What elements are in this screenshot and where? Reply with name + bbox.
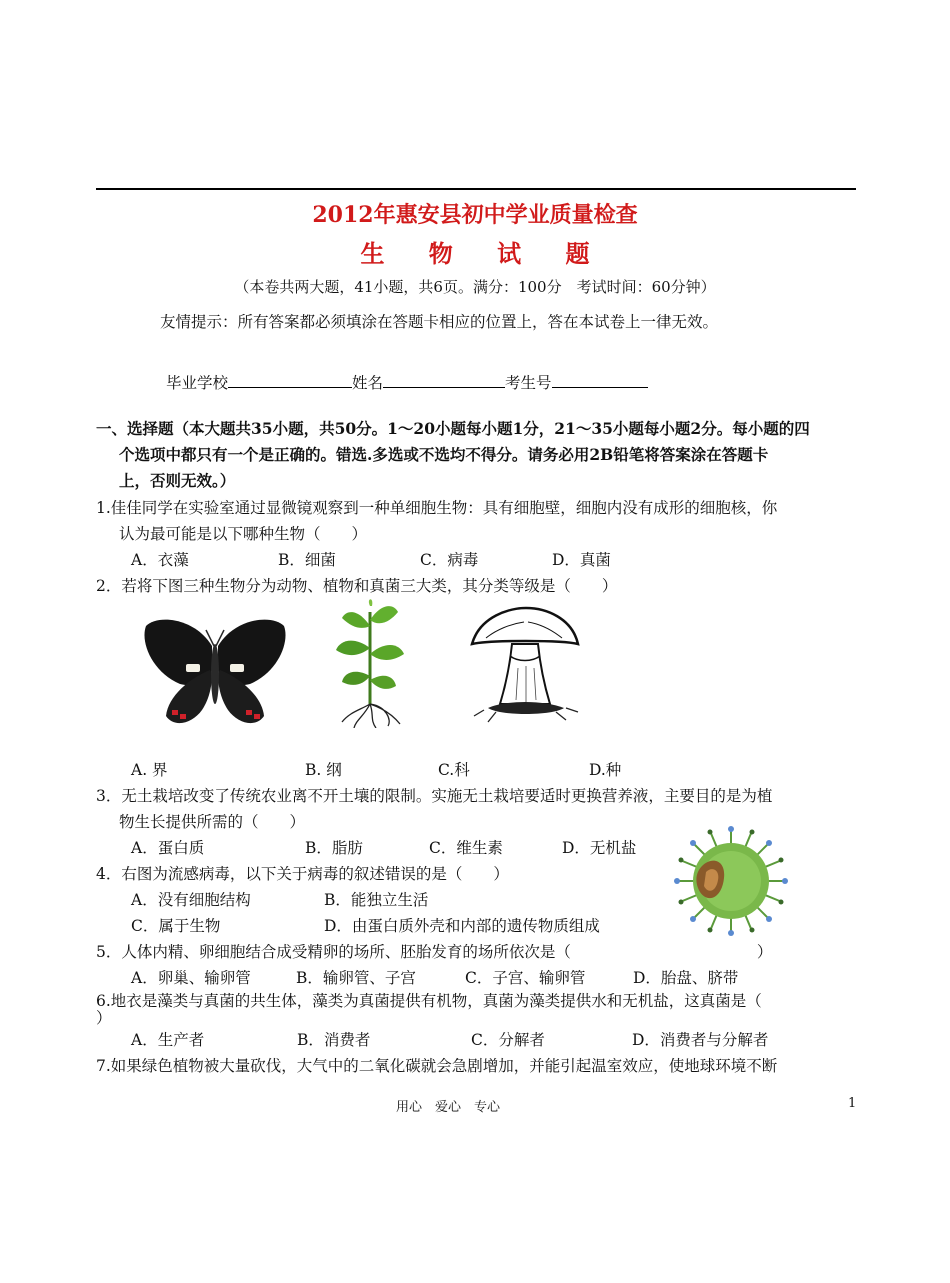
q6-option-a: A．生产者 [131, 1031, 205, 1049]
exam-info: （本卷共两大题，41小题，共6页。满分：100分 考试时间：60分钟） [234, 278, 716, 296]
q6-stem-line1: 6.地衣是藻类与真菌的共生体，藻类为真菌提供有机物，真菌为藻类提供水和无机盐，这真菌是（ [96, 992, 762, 1010]
name-blank[interactable] [383, 373, 505, 388]
student-info-row [166, 371, 648, 393]
influenza-virus-image [672, 826, 790, 936]
q3-option-b: B．脂肪 [305, 839, 363, 857]
q3-stem-line1: 3．无土栽培改变了传统农业离不开土壤的限制。实施无土栽培要适时更换营养液，主要目的是为植 [96, 787, 773, 805]
q1-option-a: A．衣藻 [131, 551, 189, 569]
q1-option-d: D．真菌 [552, 551, 611, 569]
exam-tip: 友情提示：所有答案都必须填涂在答题卡相应的位置上，答在本试卷上一律无效。 [160, 313, 719, 331]
id-label: 考生号 [505, 374, 552, 392]
q1-stem-line2: 认为最可能是以下哪种生物（ ） [119, 525, 368, 543]
q6-option-d: D．消费者与分解者 [632, 1031, 769, 1049]
q3-option-d: D．无机盐 [562, 839, 637, 857]
q4-option-c: C．属于生物 [131, 917, 221, 935]
header-rule [96, 188, 856, 190]
q5-option-c: C．子宫、输卵管 [465, 969, 586, 987]
q2-stem-line1: 2．若将下图三种生物分为动物、植物和真菌三大类，其分类等级是（ ） [96, 577, 618, 595]
q5-option-d: D．胎盘、脐带 [633, 969, 739, 987]
q1-option-b: B．细菌 [278, 551, 336, 569]
q5-option-b: B．输卵管、子宫 [296, 969, 416, 987]
mushroom-image [466, 604, 584, 724]
q2-option-d: D.种 [589, 761, 622, 779]
q5-stem-line1: 5．人体内精、卵细胞结合成受精卵的场所、胚胎发育的场所依次是（ ） [96, 943, 773, 961]
q4-option-a: A．没有细胞结构 [131, 891, 251, 909]
q3-stem-line2: 物生长提供所需的（ ） [119, 813, 306, 831]
q6-stem-line2: ） [96, 1009, 112, 1027]
exam-title: 2012年惠安县初中学业质量检查 [312, 202, 638, 228]
q6-option-b: B．消费者 [297, 1031, 371, 1049]
school-label: 毕业学校 [166, 374, 229, 392]
plant-seedling-image [330, 596, 410, 728]
q4-option-d: D．由蛋白质外壳和内部的遗传物质组成 [324, 917, 600, 935]
exam-subtitle: 生 物 试 题 [360, 239, 608, 268]
q1-option-c: C．病毒 [420, 551, 479, 569]
id-blank[interactable] [552, 373, 648, 388]
q5-option-a: A．卵巢、输卵管 [131, 969, 251, 987]
q1-stem-line1: 1.佳佳同学在实验室通过显微镜观察到一种单细胞生物：具有细胞壁，细胞内没有成形的细胞核，你 [96, 499, 778, 517]
q7-stem-line1: 7.如果绿色植物被大量砍伐，大气中的二氧化碳就会急剧增加，并能引起温室效应，使地球环境不断 [96, 1057, 778, 1075]
name-label: 姓名 [352, 374, 384, 392]
q6-option-c: C．分解者 [471, 1031, 545, 1049]
section1-line3: 上，否则无效。） [119, 471, 236, 490]
q2-option-c: C.科 [438, 761, 470, 779]
footer-motto: 用心 爱心 专心 [396, 1100, 501, 1115]
school-blank[interactable] [228, 373, 352, 388]
q4-stem-line1: 4．右图为流感病毒，以下关于病毒的叙述错误的是（ ） [96, 865, 509, 883]
q2-option-a: A. 界 [131, 761, 168, 779]
q4-option-b: B．能独立生活 [324, 891, 429, 909]
page-number: 1 [848, 1096, 857, 1111]
q3-option-c: C．维生素 [429, 839, 503, 857]
q2-option-b: B. 纲 [305, 761, 342, 779]
section1-line1: 一、选择题（本大题共35小题，共50分。1～20小题每小题1分，21～35小题每小题2分。每小题的四 [96, 419, 810, 438]
q3-option-a: A．蛋白质 [131, 839, 205, 857]
section1-line2: 个选项中都只有一个是正确的。错选.多选或不选均不得分。请务必用2B铅笔将答案涂在答题卡 [119, 445, 769, 464]
butterfly-image [140, 612, 290, 732]
